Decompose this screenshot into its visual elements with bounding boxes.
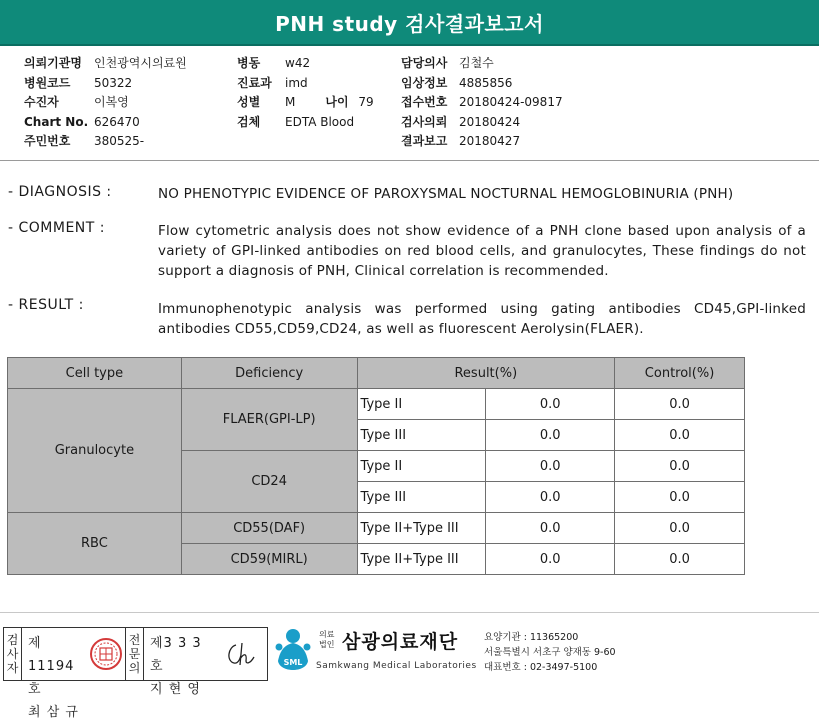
cell-type-granulocyte: Granulocyte [8,389,182,513]
label-sex: 성별 [237,95,261,109]
org-contact [484,630,616,675]
value-institution: 인천광역시의료원 [94,56,187,70]
type-cell: Type II+Type III [357,544,486,575]
value-department: imd [285,75,308,90]
deficiency-cd55: CD55(DAF) [181,513,357,544]
value-hospital-code: 50322 [94,75,133,90]
value-clinical-info: 4885856 [459,75,513,90]
specialist-label-char: 전 [128,633,141,647]
value-resident-no: 380525- [94,134,145,148]
specialist-name: 지 현 영 [150,682,201,697]
org-phone: 대표번호 : 02-3497-5100 [484,662,598,673]
table-header-row [8,358,745,389]
result-cell: 0.0 [486,451,615,482]
patient-info-col2 [237,54,374,132]
control-cell: 0.0 [615,544,745,575]
type-cell: Type II [357,389,486,420]
patient-info-col3 [401,54,563,152]
examiner-name: 최 삼 규 [28,705,79,720]
org-name: 삼광의료재단 [342,631,459,653]
specialist-info [144,628,214,697]
value-chart-no: 626470 [94,114,140,129]
label-chart-no: Chart No. [24,114,89,129]
deficiency-cd24: CD24 [181,451,357,513]
examiner-info [22,628,86,720]
header-divider [0,160,819,161]
label-age: 나이 [325,95,349,109]
value-specimen: EDTA Blood [285,114,355,129]
result-cell: 0.0 [486,420,615,451]
header-control: Control(%) [615,358,745,389]
type-cell: Type III [357,420,486,451]
label-accession-no: 접수번호 [401,95,448,109]
diagnosis-text: NO PHENOTYPIC EVIDENCE OF PAROXYSMAL NOCTURNAL HEMOGLOBINURIA (PNH) [158,186,734,202]
sml-logo-icon [272,627,314,677]
label-clinical-info: 임상정보 [401,75,448,90]
result-cell: 0.0 [486,482,615,513]
label-specimen: 검체 [237,114,261,129]
examiner-label-char: 검 [6,633,19,647]
org-code: 요양기관 : 11365200 [484,632,579,643]
examiner-label [4,628,22,680]
label-doctor: 담당의사 [401,56,448,70]
control-cell: 0.0 [615,482,745,513]
table-row [8,513,745,544]
footer-divider [0,612,819,613]
type-cell: Type III [357,482,486,513]
label-resident-no: 주민번호 [24,134,71,148]
sml-logo-text: SML [283,658,303,667]
value-report-date: 20180427 [459,134,521,148]
control-cell: 0.0 [615,420,745,451]
specialist-label-char: 문 [128,647,141,661]
type-cell: Type II [357,451,486,482]
org-english-name: Samkwang Medical Laboratories [316,661,477,671]
result-cell: 0.0 [486,544,615,575]
value-age: 79 [358,95,374,109]
diagnosis-label: - DIAGNOSIS : [8,184,112,200]
header-deficiency: Deficiency [181,358,357,389]
control-cell: 0.0 [615,513,745,544]
label-report-date: 결과보고 [401,134,448,148]
label-request-date: 검사의뢰 [401,114,448,129]
value-patient: 이복영 [94,95,129,109]
label-department: 진료과 [237,75,272,90]
organization-block [272,627,632,681]
signature-icon [214,628,267,680]
specialist-label-char: 의 [128,661,141,675]
patient-info-col1 [24,54,187,152]
signature-box [3,627,268,720]
control-cell: 0.0 [615,451,745,482]
specialist-license: 제3 3 3 호 [150,636,202,674]
examiner-label-char: 사 [6,647,19,661]
type-cell: Type II+Type III [357,513,486,544]
value-sex: M [285,95,296,109]
result-text: Immunophenotypic analysis was performed using gating antibodies CD45,GPI-linked antibodies CD55,CD59,CD24, as well as fluorescent Aerolysin(FLAER). [158,301,806,337]
org-prefix: 의료 법인 [319,630,335,649]
results-table [7,357,745,575]
result-cell: 0.0 [486,513,615,544]
result-cell: 0.0 [486,389,615,420]
table-row [8,389,745,420]
label-hospital-code: 병원코드 [24,75,71,90]
specialist-label [126,628,144,680]
label-ward: 병동 [237,56,261,70]
header-cell-type: Cell type [8,358,182,389]
value-request-date: 20180424 [459,114,521,129]
label-patient: 수진자 [24,95,59,109]
comment-text: Flow cytometric analysis does not show evidence of a PNH clone based upon analysis of a variety of GPI-linked antibodies on red blood cells, and granulocytes, These findings do not support a diagnosis of PNH, Clinical correlation is recommended. [158,223,806,279]
deficiency-flaer: FLAER(GPI-LP) [181,389,357,451]
label-institution: 의뢰기관명 [24,56,82,70]
org-address: 서울특별시 서초구 양재동 9-60 [484,647,616,658]
seal-stamp-icon [86,628,126,680]
examiner-label-char: 자 [6,661,19,675]
report-title: PNH study 검사결과보고서 [0,0,819,46]
examiner-license: 제11194호 [28,636,75,697]
value-accession-no: 20180424-09817 [459,95,563,109]
value-doctor: 김철수 [459,56,494,70]
deficiency-cd59: CD59(MIRL) [181,544,357,575]
result-label: - RESULT : [8,297,84,313]
comment-label: - COMMENT : [8,220,105,236]
value-ward: w42 [285,56,311,70]
header-result: Result(%) [357,358,615,389]
control-cell: 0.0 [615,389,745,420]
cell-type-rbc: RBC [8,513,182,575]
